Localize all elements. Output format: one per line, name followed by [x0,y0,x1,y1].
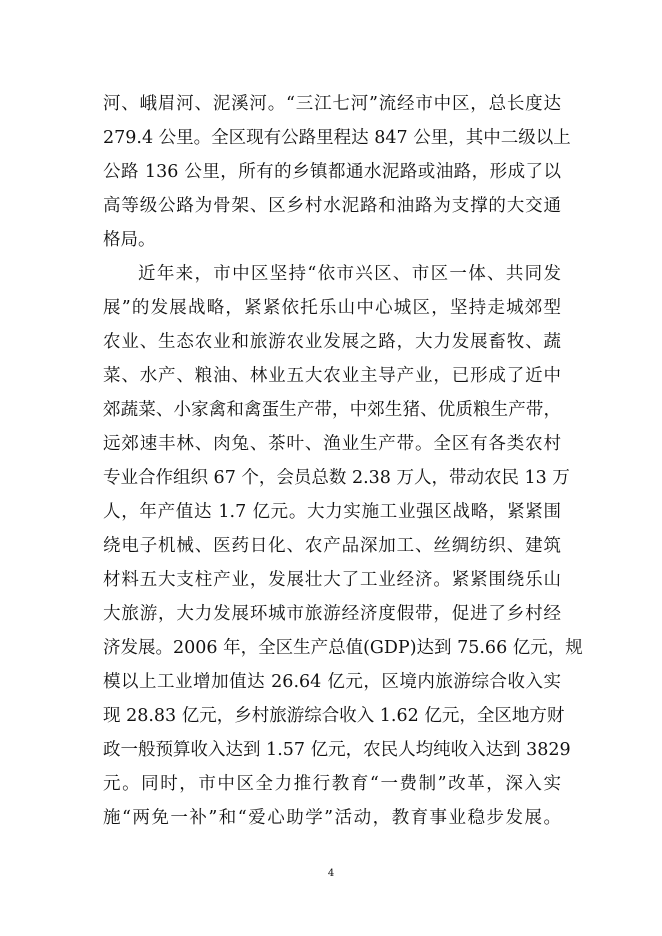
paragraph-2-line-14: 现 28.83 亿元，乡村旅游综合收入 1.62 亿元，全区地方财 [103,706,565,726]
paragraph-1-line-3: 公路 136 公里，所有的乡镇都通水泥路或油路，形成了以 [103,162,561,182]
paragraph-2-line-13: 模以上工业增加值达 26.64 亿元，区境内旅游综合收入实 [103,672,561,692]
paragraph-1-line-2: 279.4 公里。全区现有公路里程达 847 公里，其中二级以上 [103,128,571,148]
paragraph-2-line-2: 展”的发展战略，紧紧依托乐山中心城区，坚持走城郊型 [103,298,561,318]
paragraph-2-line-12: 济发展。2006 年，全区生产总值(GDP)达到 75.66 亿元，规 [103,638,583,658]
paragraph-1-line-1: 河、峨眉河、泥溪河。“三江七河”流经市中区，总长度达 [103,94,561,114]
paragraph-2-line-3: 农业、生态农业和旅游农业发展之路，大力发展畜牧、蔬 [103,332,561,352]
paragraph-2-line-4: 菜、水产、粮油、林业五大农业主导产业，已形成了近中 [103,366,561,386]
paragraph-2-line-9: 绕电子机械、医药日化、农产品深加工、丝绸纺织、建筑 [103,536,561,556]
paragraph-2-line-1: 近年来，市中区坚持“依市兴区、市区一体、共同发 [138,264,561,284]
paragraph-2-line-8: 人，年产值达 1.7 亿元。大力实施工业强区战略，紧紧围 [103,502,561,522]
paragraph-2-line-6: 远郊速丰林、肉兔、茶叶、渔业生产带。全区有各类农村 [103,434,561,454]
paragraph-1-line-4: 高等级公路为骨架、区乡村水泥路和油路为支撑的大交通 [103,196,561,216]
paragraph-2-line-15: 政一般预算收入达到 1.57 亿元，农民人均纯收入达到 3829 [103,740,571,760]
paragraph-2-line-10: 材料五大支柱产业，发展壮大了工业经济。紧紧围绕乐山 [103,570,561,590]
paragraph-1-line-5: 格局。 [103,230,156,250]
paragraph-2-line-11: 大旅游，大力发展环城市旅游经济度假带，促进了乡村经 [103,604,561,624]
paragraph-2-line-17: 施“两免一补”和“爱心助学”活动，教育事业稳步发展。 [103,808,561,828]
paragraph-2-line-5: 郊蔬菜、小家禽和禽蛋生产带，中郊生猪、优质粮生产带， [103,400,561,420]
page-number: 4 [327,868,335,879]
paragraph-2-line-7: 专业合作组织 67 个，会员总数 2.38 万人，带动农民 13 万 [103,468,570,488]
paragraph-2-line-16: 元。同时，市中区全力推行教育“一费制”改革，深入实 [103,774,561,794]
